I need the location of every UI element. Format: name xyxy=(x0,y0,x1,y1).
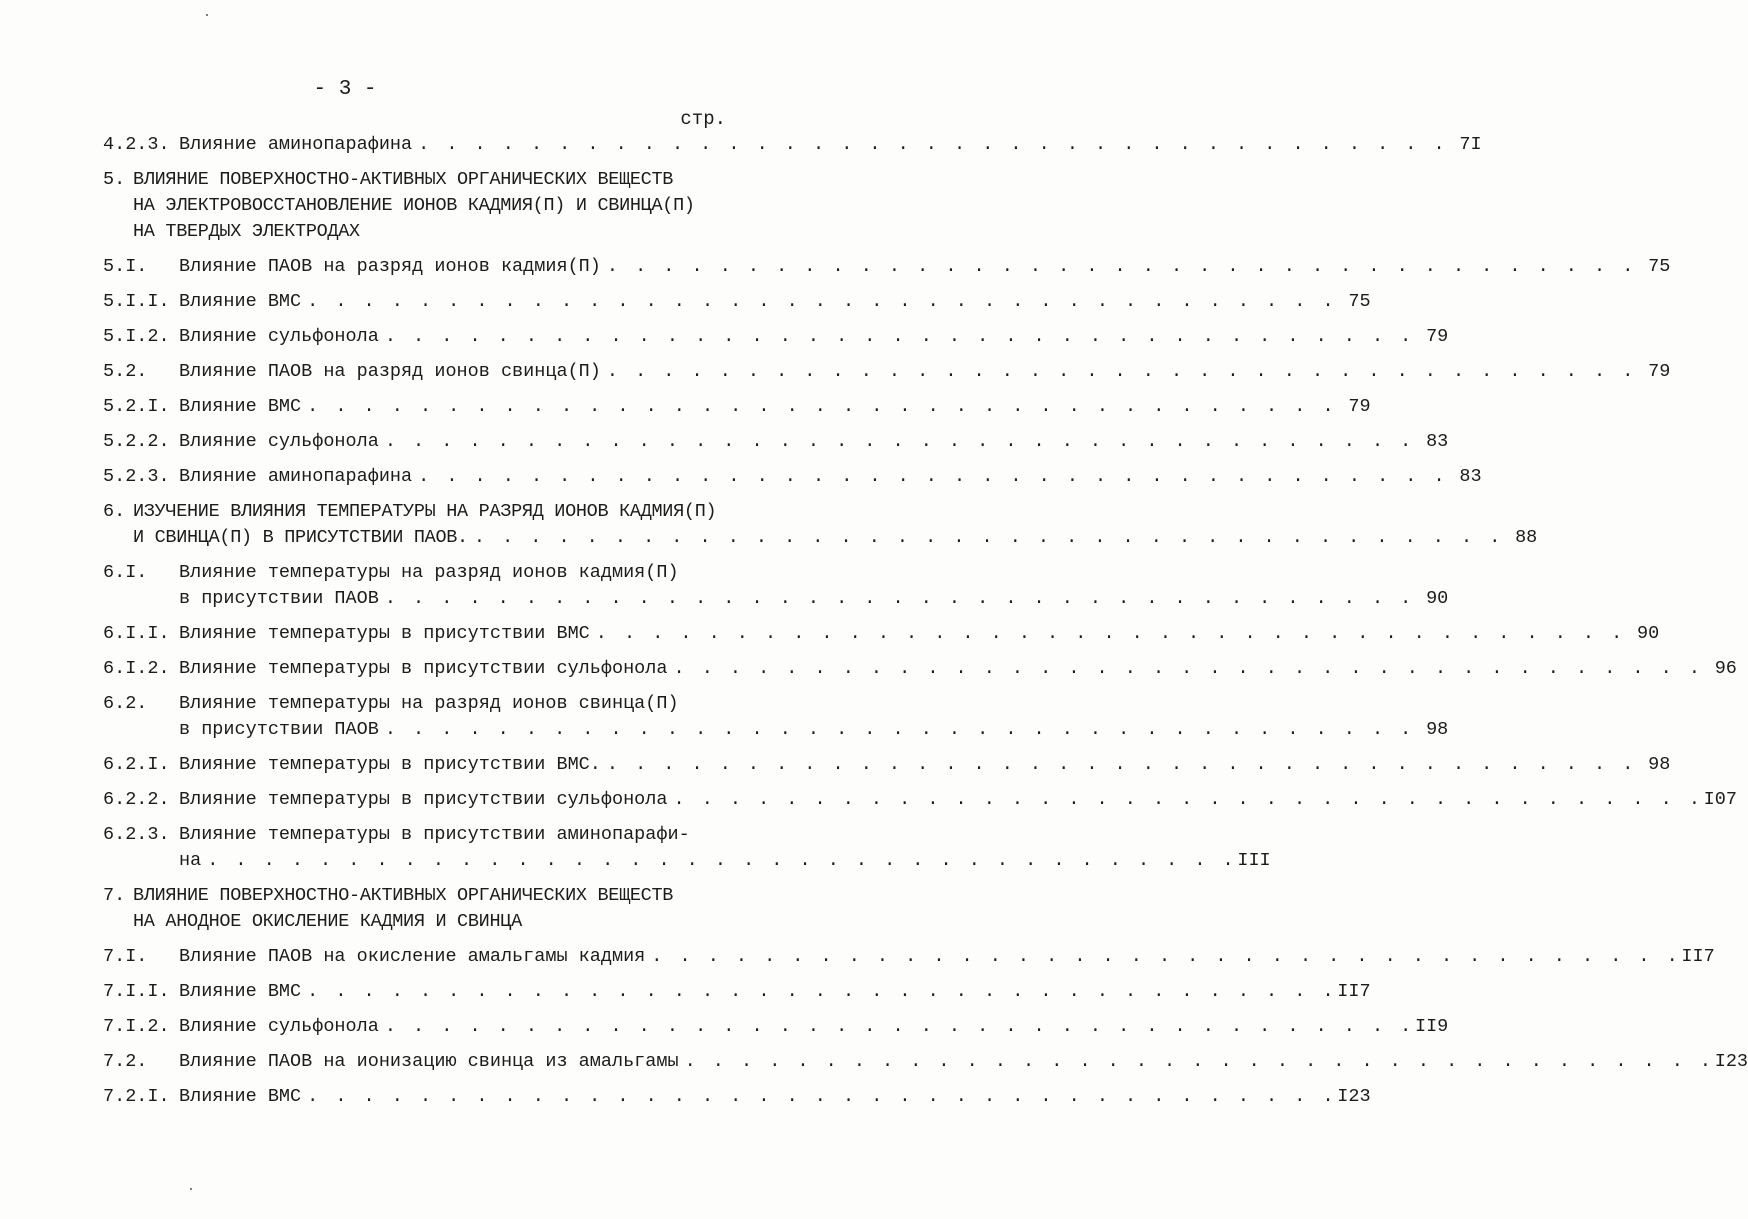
page-column-header: стр. xyxy=(680,108,726,130)
page-number: - 3 - xyxy=(313,78,377,101)
toc-entry xyxy=(103,1049,1748,1075)
dot-leader: . . . . . . . . . . . . . . . . . . . . . . . . . . . . . . . . . . . . . xyxy=(307,291,1337,312)
toc-entry-line xyxy=(179,394,1371,420)
toc-entry-number: 6.I. xyxy=(103,562,148,583)
toc-entry xyxy=(103,787,1737,813)
toc-entry-line xyxy=(133,525,1538,551)
toc-entry-title: Влияние температуры в присутствии ВМС. xyxy=(179,754,601,775)
toc-entry xyxy=(103,883,728,935)
dot-leader: . . . . . . . . . . . . . . . . . . . . . . . . . . . . . . . . . . . . . xyxy=(307,981,1337,1002)
toc-entry-title: Влияние ПАОВ на окисление амальгамы кадмия xyxy=(179,946,646,967)
toc-entry xyxy=(103,359,1671,385)
toc-entry-title: Влияние температуры в присутствии ВМС xyxy=(179,623,590,644)
toc-entry-line xyxy=(179,1014,1449,1040)
toc-entry-line xyxy=(179,560,728,586)
toc-entry-body xyxy=(179,289,1371,315)
toc-entry-title: Влияние ВМС xyxy=(179,291,302,312)
toc-entry-body xyxy=(179,656,1737,682)
toc-entry-number: 5.2.I. xyxy=(103,396,170,417)
toc-page-number: II9 xyxy=(1414,1016,1449,1037)
toc-entry xyxy=(103,254,1671,280)
toc-entry-number: 5.2.2. xyxy=(103,431,170,452)
toc-entry xyxy=(103,621,1660,647)
toc-entry-line xyxy=(133,219,728,245)
scan-speck xyxy=(190,1188,192,1190)
toc-entry-number: 6.2.2. xyxy=(103,789,170,810)
toc-entry-title: НА ТВЕРДЫХ ЭЛЕКТРОДАХ xyxy=(133,221,360,242)
toc-entry-line xyxy=(179,324,1449,350)
toc-entry-number: 7.2.I. xyxy=(103,1086,170,1107)
toc-entry-title: в присутствии ПАОВ xyxy=(179,588,379,609)
toc-entry-title: Влияние сульфонола xyxy=(179,431,379,452)
toc-page-number: II7 xyxy=(1337,981,1371,1002)
toc-entry-title: ИЗУЧЕНИЕ ВЛИЯНИЯ ТЕМПЕРАТУРЫ НА РАЗРЯД ИОНОВ КАДМИЯ(П) xyxy=(133,501,717,522)
toc-entry-body xyxy=(179,1084,1371,1110)
toc-entry-number: 5.I.2. xyxy=(103,326,170,347)
toc-entry-title: Влияние ПАОВ на разряд ионов кадмия(П) xyxy=(179,256,601,277)
toc-entry-line xyxy=(133,193,728,219)
toc-entry-number: 6.2.3. xyxy=(103,824,170,845)
toc-entry-line xyxy=(179,656,1737,682)
toc-entry-body xyxy=(179,944,1715,970)
toc-entry-line xyxy=(179,132,1482,158)
toc-entry-title: И СВИНЦА(П) В ПРИСУТСТВИИ ПАОВ. xyxy=(133,527,468,548)
dot-leader: . . . . . . . . . . . . . . . . . . . . . . . . . . . . . . . . . . . . . xyxy=(418,134,1448,155)
toc-entry xyxy=(103,752,1671,778)
toc-page-number: 75 xyxy=(1348,291,1371,312)
dot-leader: . . . . . . . . . . . . . . . . . . . . . . . . . . . . . . . . . . . . . xyxy=(684,1051,1715,1072)
toc-entry-title: Влияние ВМС xyxy=(179,981,302,1002)
toc-entry-number: 6. xyxy=(103,501,126,522)
toc-entry xyxy=(103,464,1482,490)
toc-entry xyxy=(103,560,1449,612)
toc-page-number: 83 xyxy=(1426,431,1449,452)
toc-entry-body xyxy=(179,979,1371,1005)
scan-speck xyxy=(206,14,208,16)
toc-page-number: 98 xyxy=(1648,754,1671,775)
toc-entry-title: Влияние температуры на разряд ионов свинца(П) xyxy=(179,693,679,714)
toc-page-number: 75 xyxy=(1648,256,1671,277)
toc-entry-line xyxy=(179,848,1271,874)
dot-leader: . . . . . . . . . . . . . . . . . . . . . . . . . . . . . . . . . . . . . xyxy=(307,396,1337,417)
toc-entry-title: НА АНОДНОЕ ОКИСЛЕНИЕ КАДМИЯ И СВИНЦА xyxy=(133,911,522,932)
toc-entry-line xyxy=(179,944,1715,970)
toc-page-number: 88 xyxy=(1515,527,1538,548)
toc-entry-number: 5.I.I. xyxy=(103,291,170,312)
toc-entry-body xyxy=(179,359,1671,385)
toc-entry-title: на xyxy=(179,850,202,871)
dot-leader: . . . . . . . . . . . . . . . . . . . . . . . . . . . . . . . . . . . . . xyxy=(384,326,1415,347)
toc-entry-title: в присутствии ПАОВ xyxy=(179,719,379,740)
toc-entry-line xyxy=(179,621,1660,647)
toc-page-number: I23 xyxy=(1714,1051,1748,1072)
toc-page-number: 83 xyxy=(1459,466,1482,487)
toc-entry-body xyxy=(179,254,1671,280)
toc-entry-number: 4.2.3. xyxy=(103,134,170,155)
toc-entry xyxy=(103,429,1449,455)
toc-entry-title: ВЛИЯНИЕ ПОВЕРХНОСТНО-АКТИВНЫХ ОРГАНИЧЕСКИХ ВЕЩЕСТВ xyxy=(133,885,674,906)
dot-leader: . . . . . . . . . . . . . . . . . . . . . . . . . . . . . . . . . . . . . xyxy=(673,789,1703,810)
dot-leader: . . . . . . . . . . . . . . . . . . . . . . . . . . . . . . . . . . . . . xyxy=(384,1016,1415,1037)
toc-entry-number: 5.I. xyxy=(103,256,148,277)
toc-entry-number: 6.I.2. xyxy=(103,658,170,679)
dot-leader: . . . . . . . . . . . . . . . . . . . . . . . . . . . . . . . . . . . . . xyxy=(606,361,1637,382)
toc-entry-title: Влияние ПАОВ на ионизацию свинца из амальгамы xyxy=(179,1051,679,1072)
toc-entry-title: Влияние температуры на разряд ионов кадмия(П) xyxy=(179,562,679,583)
toc-entry-number: 6.2.I. xyxy=(103,754,170,775)
toc-entry-number: 5.2. xyxy=(103,361,148,382)
toc-entry-body xyxy=(179,691,1449,743)
toc-entry-body xyxy=(179,1014,1449,1040)
dot-leader: . . . . . . . . . . . . . . . . . . . . . . . . . . . . . . . . . . . . . xyxy=(606,256,1637,277)
toc-entry-body xyxy=(179,464,1482,490)
toc-page-number: 96 xyxy=(1714,658,1737,679)
toc-entry xyxy=(103,324,1449,350)
toc-page-number: 90 xyxy=(1426,588,1449,609)
toc-entry-title: Влияние аминопарафина xyxy=(179,134,413,155)
toc-entry-line xyxy=(179,289,1371,315)
toc-entry xyxy=(103,394,1371,420)
dot-leader: . . . . . . . . . . . . . . . . . . . . . . . . . . . . . . . . . . . . . xyxy=(595,623,1626,644)
toc-entry-body xyxy=(179,1049,1748,1075)
toc-page-number: 98 xyxy=(1426,719,1449,740)
toc-entry-line xyxy=(179,1084,1371,1110)
toc-page-number: I07 xyxy=(1703,789,1737,810)
toc-entry-body xyxy=(179,752,1671,778)
toc-entry-number: 6.I.I. xyxy=(103,623,170,644)
toc-entry-body xyxy=(179,822,1271,874)
toc-page-number: 7I xyxy=(1459,134,1482,155)
toc-entry-body xyxy=(133,499,1538,551)
dot-leader: . . . . . . . . . . . . . . . . . . . . . . . . . . . . . . . . . . . . . xyxy=(307,1086,1337,1107)
toc-page-number: 79 xyxy=(1426,326,1449,347)
dot-leader: . . . . . . . . . . . . . . . . . . . . . . . . . . . . . . . . . . . . . xyxy=(606,754,1637,775)
toc-entry-title: Влияние сульфонола xyxy=(179,1016,379,1037)
toc-entry xyxy=(103,1014,1449,1040)
toc-entry-line xyxy=(179,429,1449,455)
toc-page-number: II7 xyxy=(1681,946,1715,967)
toc-entry xyxy=(103,691,1449,743)
toc-page-number: III xyxy=(1237,850,1271,871)
toc-entry xyxy=(103,979,1371,1005)
toc-entry-line xyxy=(179,979,1371,1005)
toc-entry-number: 7.I. xyxy=(103,946,148,967)
toc-entry-title: Влияние температуры в присутствии сульфонола xyxy=(179,789,668,810)
dot-leader: . . . . . . . . . . . . . . . . . . . . . . . . . . . . . . . . . . . . . xyxy=(673,658,1703,679)
toc-entry xyxy=(103,132,1482,158)
toc-entry-number: 7.2. xyxy=(103,1051,148,1072)
toc-entry xyxy=(103,499,1538,551)
toc-entry-line xyxy=(179,691,728,717)
toc-entry-title: Влияние ВМС xyxy=(179,1086,302,1107)
toc-entry-line xyxy=(179,822,728,848)
toc-entry-line xyxy=(179,787,1737,813)
toc-entry-line xyxy=(179,254,1671,280)
dot-leader: . . . . . . . . . . . . . . . . . . . . . . . . . . . . . . . . . . . . . xyxy=(384,431,1415,452)
toc-entry-title: Влияние температуры в присутствии аминопарафи- xyxy=(179,824,690,845)
toc-entry-title: НА ЭЛЕКТРОВОССТАНОВЛЕНИЕ ИОНОВ КАДМИЯ(П) И СВИНЦА(П) xyxy=(133,195,695,216)
toc-entry-body xyxy=(133,167,728,245)
dot-leader: . . . . . . . . . . . . . . . . . . . . . . . . . . . . . . . . . . . . . xyxy=(207,850,1237,871)
toc-entry-number: 7.I.2. xyxy=(103,1016,170,1037)
toc-entry-line xyxy=(133,167,728,193)
toc-entry xyxy=(103,822,1271,874)
toc-page-number: I23 xyxy=(1337,1086,1371,1107)
dot-leader: . . . . . . . . . . . . . . . . . . . . . . . . . . . . . . . . . . . . . xyxy=(384,719,1415,740)
toc-entry xyxy=(103,944,1715,970)
toc-entry xyxy=(103,167,728,245)
toc-entry-number: 6.2. xyxy=(103,693,148,714)
toc-entry-title: Влияние ВМС xyxy=(179,396,302,417)
toc-entry-body xyxy=(179,787,1737,813)
toc-entry-line xyxy=(179,359,1671,385)
dot-leader: . . . . . . . . . . . . . . . . . . . . . . . . . . . . . . . . . . . . . xyxy=(473,527,1504,548)
toc-entry-body xyxy=(179,394,1371,420)
toc-entry-number: 7.I.I. xyxy=(103,981,170,1002)
toc-entry-title: ВЛИЯНИЕ ПОВЕРХНОСТНО-АКТИВНЫХ ОРГАНИЧЕСКИХ ВЕЩЕСТВ xyxy=(133,169,674,190)
toc-entry-line xyxy=(133,883,728,909)
toc-entry-title: Влияние сульфонола xyxy=(179,326,379,347)
toc-entry-number: 7. xyxy=(103,885,126,906)
toc-page-number: 90 xyxy=(1637,623,1660,644)
toc-entry-body xyxy=(179,132,1482,158)
toc-page-number: 79 xyxy=(1648,361,1671,382)
toc-entry-title: Влияние температуры в присутствии сульфонола xyxy=(179,658,668,679)
toc-entry-line xyxy=(133,499,728,525)
toc-page-number: 79 xyxy=(1348,396,1371,417)
toc-entry xyxy=(103,1084,1371,1110)
toc-entry-line xyxy=(133,909,728,935)
table-of-contents xyxy=(103,132,1748,1119)
toc-entry xyxy=(103,656,1737,682)
toc-entry-title: Влияние аминопарафина xyxy=(179,466,413,487)
dot-leader: . . . . . . . . . . . . . . . . . . . . . . . . . . . . . . . . . . . . . xyxy=(384,588,1415,609)
toc-entry-number: 5. xyxy=(103,169,126,190)
toc-entry-line xyxy=(179,1049,1748,1075)
toc-entry-body xyxy=(133,883,728,935)
toc-entry-body xyxy=(179,429,1449,455)
dot-leader: . . . . . . . . . . . . . . . . . . . . . . . . . . . . . . . . . . . . . xyxy=(418,466,1448,487)
toc-entry-body xyxy=(179,621,1660,647)
toc-entry-line xyxy=(179,464,1482,490)
toc-entry-title: Влияние ПАОВ на разряд ионов свинца(П) xyxy=(179,361,601,382)
toc-entry-line xyxy=(179,752,1671,778)
toc-entry-number: 5.2.3. xyxy=(103,466,170,487)
toc-entry xyxy=(103,289,1371,315)
dot-leader: . . . . . . . . . . . . . . . . . . . . . . . . . . . . . . . . . . . . . xyxy=(651,946,1681,967)
toc-entry-body xyxy=(179,324,1449,350)
toc-entry-body xyxy=(179,560,1449,612)
toc-entry-line xyxy=(179,586,1449,612)
toc-entry-line xyxy=(179,717,1449,743)
